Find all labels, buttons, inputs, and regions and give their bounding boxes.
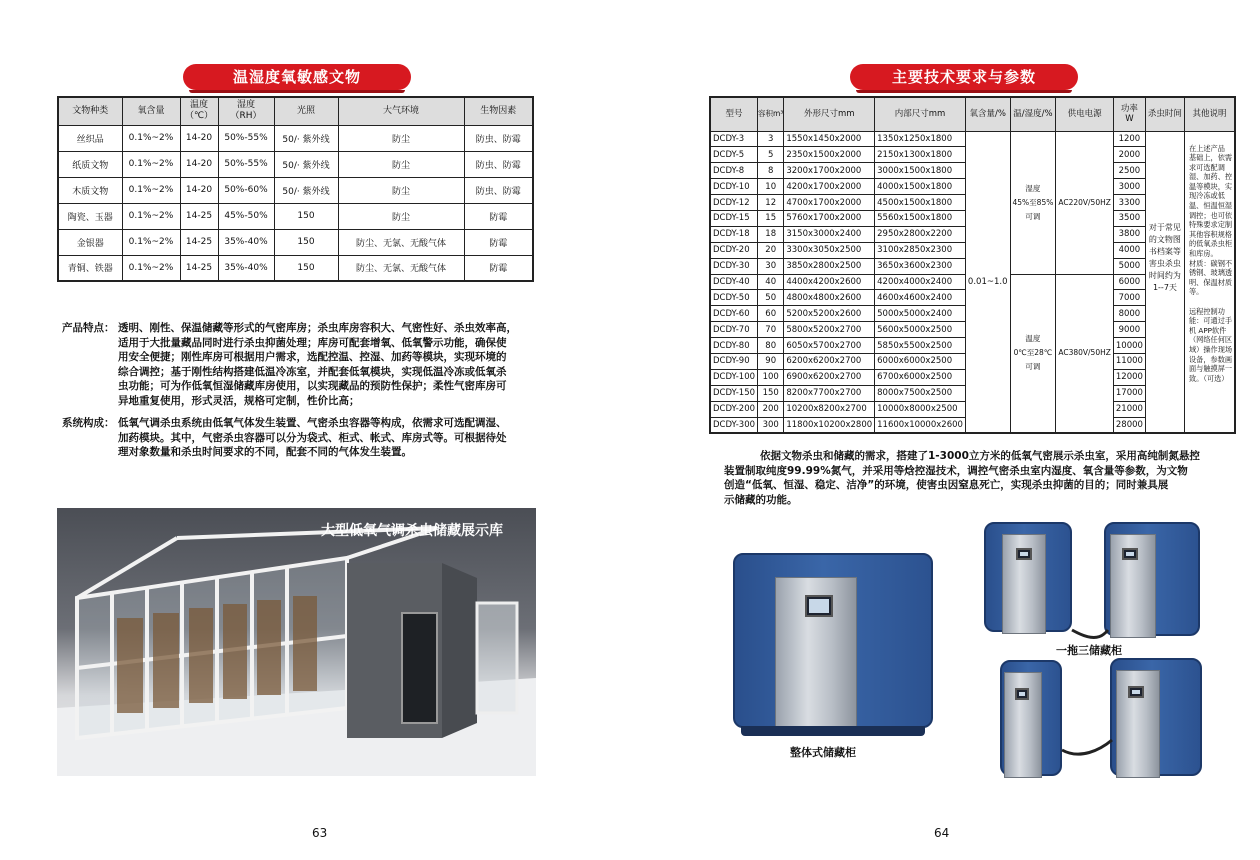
- spec-header-cell: 型号: [710, 97, 758, 131]
- features-text: [118, 321, 542, 408]
- storage-cabinet-1: [984, 522, 1072, 632]
- spec-table-cell: 2350x1500x2000: [784, 147, 875, 163]
- spec-table-cell: 4500x1500x1800: [875, 195, 966, 211]
- relic-table-cell: 防虫、防霉: [464, 177, 533, 203]
- relic-header-cell: 生物因素: [464, 97, 533, 125]
- relic-table-cell: 14-25: [180, 255, 218, 281]
- notes-cell: 在上述产品 基础上，依需 求可选配调 湿、加药、控 温等模块，实 现冷冻或低 温、恒温恒湿 调控；也可依 特殊要求定制 其他容积规格 的低氧杀虫柜 和库房。 材质：碳钢不 锈钢、玻璃透 明、保温材质 等。 远程控制功 能：可通过手 机 APP软件 （网络任何区 域）操作现场 设备，参数画 面与触摸屏一 致。（可选）: [1184, 131, 1235, 433]
- spec-table-cell: 4400x4200x2600: [784, 274, 875, 290]
- spec-table-header-row: [710, 97, 1235, 131]
- spec-table-cell: 6700x6000x2500: [875, 369, 966, 385]
- spec-table-cell: 5200x5200x2600: [784, 306, 875, 322]
- relic-table-cell: 防霉: [464, 255, 533, 281]
- relic-header-cell: 湿度 （RH）: [218, 97, 274, 125]
- relic-condition-table: [57, 96, 534, 282]
- oxygen-cell: 0.01~1.0: [965, 131, 1010, 433]
- relic-table-cell: 50/· 紫外线: [274, 151, 338, 177]
- cabinet-base: [741, 726, 925, 736]
- spec-table-cell: 5800x5200x2700: [784, 322, 875, 338]
- page-number-right: 64: [934, 826, 950, 840]
- spec-table-cell: 300: [758, 417, 784, 433]
- cabinet-screen: [1122, 548, 1138, 560]
- relic-table-cell: 防尘: [338, 177, 464, 203]
- caption-integrated-cabinet: 整体式储藏柜: [790, 746, 856, 759]
- relic-table-cell: 金银器: [58, 229, 122, 255]
- power-supply-cell: AC380V/50HZ: [1056, 274, 1114, 433]
- spec-header-cell: 杀虫时间: [1145, 97, 1184, 131]
- spec-table-cell: 50: [758, 290, 784, 306]
- caption-one-to-three-cabinet: 一拖三储藏柜: [1056, 644, 1122, 657]
- relic-table-cell: 0.1%~2%: [122, 255, 180, 281]
- spec-table-cell: DCDY-40: [710, 274, 758, 290]
- relic-table-cell: 防霉: [464, 229, 533, 255]
- spec-table-cell: 15: [758, 210, 784, 226]
- temperature-cell: 温度 0℃至28℃ 可调: [1010, 274, 1056, 433]
- spec-header-cell: 容积m³: [758, 97, 784, 131]
- relic-table-cell: 14-25: [180, 229, 218, 255]
- spec-header-cell: 氧含量/%: [965, 97, 1010, 131]
- integrated-cabinet-image: [733, 553, 933, 728]
- spec-table-cell: 2150x1300x1800: [875, 147, 966, 163]
- showroom-photo-title: 大型低氧气调杀虫储藏展示库: [321, 523, 503, 539]
- spec-table-cell: 11600x10000x2600: [875, 417, 966, 433]
- system-line: 低氧气调杀虫系统由低氧气体发生装置、气密杀虫容器等构成，依需求可选配调湿、: [118, 417, 507, 429]
- spec-table-cell: 12: [758, 195, 784, 211]
- relic-table-cell: 防尘: [338, 125, 464, 151]
- relic-table-row: [58, 125, 533, 151]
- features-line: 用安全便捷；刚性库房可根据用户需求，选配控温、控湿、加药等模块，实现环境的: [118, 351, 507, 363]
- relic-header-cell: 大气环境: [338, 97, 464, 125]
- spec-table-cell: DCDY-5: [710, 147, 758, 163]
- spec-table-cell: DCDY-8: [710, 163, 758, 179]
- relic-table-cell: 35%-40%: [218, 229, 274, 255]
- spec-table-cell: 40: [758, 274, 784, 290]
- spec-table-cell: DCDY-10: [710, 179, 758, 195]
- kill-time-cell: 对于常见 的文物图 书档案等 害虫杀虫 时间约为 1--7天: [1145, 131, 1184, 433]
- features-line: 综合调控；基于刚性结构搭建低温冷冻室，并配套低氧模块，实现低温冷冻或低氧杀: [118, 365, 507, 378]
- humidity-cell: 湿度 45%至85% 可调: [1010, 131, 1056, 274]
- storage-cabinet-4: [1110, 658, 1202, 776]
- relic-header-cell: 光照: [274, 97, 338, 125]
- relic-table-cell: 防虫、防霉: [464, 125, 533, 151]
- spec-table-cell: 8: [758, 163, 784, 179]
- spec-table-cell: DCDY-3: [710, 131, 758, 147]
- relic-table-cell: 150: [274, 255, 338, 281]
- system-text: [118, 416, 542, 460]
- relic-table-cell: 50%-55%: [218, 125, 274, 151]
- spec-table-cell: 3000: [1113, 179, 1145, 195]
- spec-table-cell: 3150x3000x2400: [784, 226, 875, 242]
- spec-table-cell: 5560x1500x1800: [875, 210, 966, 226]
- spec-table-cell: 90: [758, 353, 784, 369]
- relic-table-cell: 0.1%~2%: [122, 151, 180, 177]
- relic-header-cell: 文物种类: [58, 97, 122, 125]
- spec-table-cell: 2950x2800x2200: [875, 226, 966, 242]
- cabinet-screen: [805, 595, 833, 617]
- relic-table-cell: 0.1%~2%: [122, 125, 180, 151]
- relic-table-cell: 防尘、无氯、无酸气体: [338, 255, 464, 281]
- spec-table-cell: 8200x7700x2700: [784, 385, 875, 401]
- description-line: 装置制取纯度99.99%氮气，并采用等焓控湿技术，调控气密杀虫室内湿度、氧含量等参数，为文物: [724, 464, 1188, 477]
- system-line: 理对象数量和杀虫时间要求的不同，配套不同的气体发生装置。: [118, 446, 412, 458]
- relic-table-cell: 150: [274, 229, 338, 255]
- spec-table-cell: 5760x1700x2000: [784, 210, 875, 226]
- spec-table-cell: 8000x7500x2500: [875, 385, 966, 401]
- spec-table-cell: 70: [758, 322, 784, 338]
- spec-table-cell: DCDY-150: [710, 385, 758, 401]
- spec-table-cell: DCDY-30: [710, 258, 758, 274]
- spec-table-cell: 3300: [1113, 195, 1145, 211]
- spec-table-cell: 3850x2800x2500: [784, 258, 875, 274]
- relic-table-row: [58, 177, 533, 203]
- spec-table-cell: DCDY-80: [710, 338, 758, 354]
- relic-table-cell: 14-25: [180, 203, 218, 229]
- right-page: [630, 0, 1260, 860]
- spec-table-cell: DCDY-100: [710, 369, 758, 385]
- spec-header-cell: 内部尺寸mm: [875, 97, 966, 131]
- spec-table-cell: 2000: [1113, 147, 1145, 163]
- system-label: 系统构成：: [62, 417, 115, 429]
- spec-table-cell: 5000x5000x2400: [875, 306, 966, 322]
- spec-table-cell: DCDY-50: [710, 290, 758, 306]
- spec-table-cell: 6900x6200x2700: [784, 369, 875, 385]
- relic-table-cell: 14-20: [180, 151, 218, 177]
- spec-table-cell: 4200x4000x2400: [875, 274, 966, 290]
- spec-table-cell: DCDY-200: [710, 401, 758, 417]
- spec-table-cell: 5600x5000x2500: [875, 322, 966, 338]
- cabinet-screen: [1016, 548, 1032, 560]
- spec-table-cell: 3: [758, 131, 784, 147]
- spec-table-cell: 150: [758, 385, 784, 401]
- relic-table-cell: 纸质文物: [58, 151, 122, 177]
- spec-table-cell: 28000: [1113, 417, 1145, 433]
- relic-table-cell: 45%-50%: [218, 203, 274, 229]
- spec-table-cell: 4000x1500x1800: [875, 179, 966, 195]
- relic-table-row: [58, 203, 533, 229]
- features-label: 产品特点：: [62, 322, 115, 334]
- features-line: 异地重复使用，形式灵活，规格可定制，性价比高；: [118, 394, 360, 407]
- spec-table-cell: DCDY-300: [710, 417, 758, 433]
- relic-table-cell: 50/· 紫外线: [274, 177, 338, 203]
- spec-header-cell: 其他说明: [1184, 97, 1235, 131]
- relic-table-cell: 0.1%~2%: [122, 229, 180, 255]
- spec-table-cell: 5: [758, 147, 784, 163]
- spec-table-cell: DCDY-70: [710, 322, 758, 338]
- spec-table-cell: 10000: [1113, 338, 1145, 354]
- spec-table-cell: 18: [758, 226, 784, 242]
- spec-table-cell: 10200x8200x2700: [784, 401, 875, 417]
- relic-table-cell: 0.1%~2%: [122, 177, 180, 203]
- spec-table-cell: 6200x6200x2700: [784, 353, 875, 369]
- spec-table-row: [710, 131, 1235, 147]
- spec-table-cell: 6000: [1113, 274, 1145, 290]
- spec-table-cell: 4700x1700x2000: [784, 195, 875, 211]
- spec-header-cell: 功率 W: [1113, 97, 1145, 131]
- features-paragraph: [62, 321, 542, 408]
- left-section-banner: 温湿度氧敏感文物: [183, 64, 411, 90]
- cabinet-screen: [1128, 686, 1144, 698]
- relic-table-cell: 14-20: [180, 177, 218, 203]
- spec-table-cell: 200: [758, 401, 784, 417]
- spec-table: [709, 96, 1236, 434]
- system-paragraph: [62, 416, 542, 460]
- showroom-illustration: [57, 508, 536, 776]
- showroom-photo: [57, 508, 536, 776]
- spec-table-cell: 1350x1250x1800: [875, 131, 966, 147]
- spec-table-cell: 17000: [1113, 385, 1145, 401]
- spec-table-cell: 3200x1700x2000: [784, 163, 875, 179]
- spec-table-cell: 3500: [1113, 210, 1145, 226]
- relic-table-cell: 防尘、无氯、无酸气体: [338, 229, 464, 255]
- spec-table-cell: 30: [758, 258, 784, 274]
- relic-table-cell: 50%-60%: [218, 177, 274, 203]
- spec-table-cell: 6000x6000x2500: [875, 353, 966, 369]
- spec-table-cell: 12000: [1113, 369, 1145, 385]
- description-paragraph: [724, 449, 1234, 507]
- spec-table-cell: 9000: [1113, 322, 1145, 338]
- relic-table-cell: 防尘: [338, 203, 464, 229]
- spec-header-cell: 供电电源: [1056, 97, 1114, 131]
- spec-table-cell: 80: [758, 338, 784, 354]
- relic-table-row: [58, 151, 533, 177]
- relic-table-cell: 14-20: [180, 125, 218, 151]
- spec-table-cell: 3300x3050x2500: [784, 242, 875, 258]
- spec-header-cell: 温/湿度/%: [1010, 97, 1056, 131]
- cabinet-screen: [1015, 688, 1029, 700]
- spec-table-cell: 4600x4600x2400: [875, 290, 966, 306]
- spec-table-cell: 4000: [1113, 242, 1145, 258]
- relic-table-cell: 青铜、铁器: [58, 255, 122, 281]
- relic-table-row: [58, 255, 533, 281]
- features-line: 适用于大批量藏品同时进行杀虫抑菌处理；库房可配套增氧、低氧警示功能，确保使: [118, 336, 507, 349]
- spec-table-cell: 11000: [1113, 353, 1145, 369]
- relic-table-cell: 木质文物: [58, 177, 122, 203]
- spec-table-cell: 5850x5500x2500: [875, 338, 966, 354]
- spec-table-cell: 11800x10200x2800: [784, 417, 875, 433]
- spec-table-cell: 3800: [1113, 226, 1145, 242]
- spec-table-cell: 4800x4800x2600: [784, 290, 875, 306]
- spec-table-cell: 10: [758, 179, 784, 195]
- spec-table-cell: 1550x1450x2000: [784, 131, 875, 147]
- relic-table-cell: 35%-40%: [218, 255, 274, 281]
- relic-table-cell: 防虫、防霉: [464, 151, 533, 177]
- features-line: 虫功能；可为作低氧恒湿储藏库房使用，以实现藏品的预防性保护；柔性气密库房可: [118, 380, 507, 392]
- spec-table-cell: 2500: [1113, 163, 1145, 179]
- relic-table-cell: 丝织品: [58, 125, 122, 151]
- spec-table-cell: 5000: [1113, 258, 1145, 274]
- spec-table-cell: 100: [758, 369, 784, 385]
- spec-header-cell: 外形尺寸mm: [784, 97, 875, 131]
- spec-table-cell: 60: [758, 306, 784, 322]
- spec-table-cell: 6050x5700x2700: [784, 338, 875, 354]
- relic-header-cell: 温度 （℃）: [180, 97, 218, 125]
- spec-table-cell: 4200x1700x2000: [784, 179, 875, 195]
- spec-table-cell: 1200: [1113, 131, 1145, 147]
- spec-table-cell: 3100x2850x2300: [875, 242, 966, 258]
- features-line: 透明、刚性、保温储藏等形式的气密库房；杀虫库房容积大、气密性好、杀虫效率高，: [118, 322, 517, 334]
- relic-header-cell: 氧含量: [122, 97, 180, 125]
- connecting-hoses: [1060, 600, 1120, 770]
- spec-table-cell: DCDY-20: [710, 242, 758, 258]
- relic-table-row: [58, 229, 533, 255]
- right-section-banner: 主要技术要求与参数: [850, 64, 1078, 90]
- description-line: 依据文物杀虫和储藏的需求，搭建了1-3000立方米的低氧气密展示杀虫室，采用高纯制氮悬控: [760, 450, 1200, 462]
- spec-table-cell: 3650x3600x2300: [875, 258, 966, 274]
- relic-table-cell: 陶瓷、玉器: [58, 203, 122, 229]
- description-line: 创造“低氧、恒湿、稳定、洁净”的环境，使害虫因窒息死亡，实现杀虫抑菌的目的；同时兼具展: [724, 479, 1169, 491]
- relic-table-cell: 防霉: [464, 203, 533, 229]
- spec-table-cell: 21000: [1113, 401, 1145, 417]
- relic-table-cell: 50/· 紫外线: [274, 125, 338, 151]
- relic-table-header-row: [58, 97, 533, 125]
- spec-table-cell: DCDY-15: [710, 210, 758, 226]
- relic-table-cell: 防尘: [338, 151, 464, 177]
- relic-table-cell: 0.1%~2%: [122, 203, 180, 229]
- relic-table-cell: 150: [274, 203, 338, 229]
- storage-cabinet-3: [1000, 660, 1062, 776]
- system-line: 加药模块。其中，气密杀虫容器可以分为袋式、柜式、帐式、库房式等。可根据待处: [118, 431, 507, 444]
- spec-table-cell: DCDY-90: [710, 353, 758, 369]
- spec-table-cell: 20: [758, 242, 784, 258]
- spec-table-cell: 10000x8000x2500: [875, 401, 966, 417]
- power-supply-cell: AC220V/50HZ: [1056, 131, 1114, 274]
- page-number-left: 63: [312, 826, 328, 840]
- spec-table-cell: DCDY-18: [710, 226, 758, 242]
- relic-table-cell: 50%-55%: [218, 151, 274, 177]
- spec-table-cell: DCDY-60: [710, 306, 758, 322]
- spec-table-cell: DCDY-12: [710, 195, 758, 211]
- spec-table-cell: 7000: [1113, 290, 1145, 306]
- description-line: 示储藏的功能。: [724, 493, 798, 506]
- spec-table-cell: 3000x1500x1800: [875, 163, 966, 179]
- spec-table-cell: 8000: [1113, 306, 1145, 322]
